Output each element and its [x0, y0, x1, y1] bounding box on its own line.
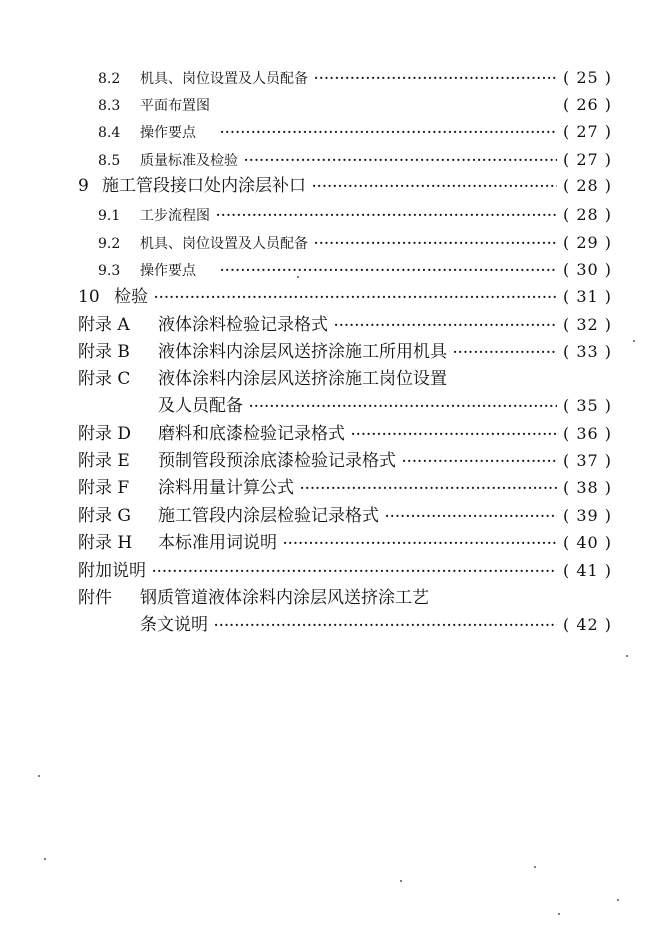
toc-entry	[78, 535, 612, 552]
toc-title: 预制管段预涂底漆检验记录格式	[158, 451, 396, 471]
dot-leader	[334, 319, 557, 331]
toc-page-number: ( 25 )	[562, 68, 612, 87]
scan-speck	[633, 340, 635, 342]
dot-leader	[453, 346, 557, 358]
toc-number: 附录 F	[78, 478, 130, 498]
dot-leader	[312, 180, 557, 192]
dot-leader	[214, 619, 557, 631]
toc-number: 附件	[78, 588, 112, 608]
toc-title: 机具、岗位设置及人员配备	[140, 71, 308, 87]
toc-page-number: ( 30 )	[562, 260, 612, 279]
toc-entry	[78, 480, 612, 497]
toc-title: 磨料和底漆检验记录格式	[158, 424, 345, 444]
toc-entry	[98, 262, 612, 278]
toc-number: 8.4	[98, 125, 121, 141]
toc-entry	[78, 590, 612, 607]
toc-page-number: ( 32 )	[562, 315, 612, 334]
scan-speck	[617, 899, 619, 901]
toc-title: 质量标准及检验	[140, 153, 238, 169]
toc-entry	[98, 207, 612, 223]
toc-title: 附加说明	[78, 561, 146, 581]
toc-number: 8.5	[98, 153, 121, 169]
toc-entry	[78, 453, 612, 470]
toc-entry	[98, 235, 612, 251]
toc-page-number: ( 39 )	[562, 506, 612, 525]
toc-page-number: ( 27 )	[562, 150, 612, 169]
toc-page-number: ( 40 )	[562, 533, 612, 552]
dot-leader	[216, 209, 557, 221]
toc-entry	[98, 97, 612, 113]
dot-leader	[314, 72, 557, 84]
toc-entry	[98, 124, 612, 140]
toc-number: 10	[78, 287, 100, 307]
toc-title: 液体涂料内涂层风送挤涂施工岗位设置	[158, 369, 447, 389]
scan-speck	[626, 655, 628, 657]
dot-leader	[220, 126, 557, 138]
scan-speck	[534, 866, 536, 868]
dot-leader	[244, 154, 557, 166]
toc-number: 附录 E	[78, 451, 130, 471]
toc-entry	[78, 344, 612, 361]
toc-number: 附录 H	[78, 533, 133, 553]
scan-speck	[297, 276, 299, 278]
toc-entry	[78, 178, 612, 195]
toc-page-number: ( 36 )	[562, 424, 612, 443]
toc-page-number: ( 28 )	[562, 205, 612, 224]
dot-leader	[385, 510, 557, 522]
toc-entry	[98, 152, 612, 168]
scan-speck	[400, 880, 402, 882]
toc-number: 9	[78, 176, 89, 196]
dot-leader	[220, 264, 557, 276]
dot-leader	[351, 428, 557, 440]
toc-entry-continuation	[158, 398, 612, 415]
toc-page-number: ( 41 )	[562, 561, 612, 580]
toc-page-number: ( 35 )	[562, 396, 612, 415]
toc-title: 操作要点	[140, 125, 196, 141]
toc-title: 检验	[114, 287, 148, 307]
scan-speck	[38, 775, 40, 777]
toc-title: 本标准用词说明	[158, 533, 277, 553]
toc-number: 9.2	[98, 236, 121, 252]
toc-entry	[78, 508, 612, 525]
toc-title: 涂料用量计算公式	[158, 478, 294, 498]
toc-title: 及人员配备	[158, 396, 243, 416]
toc-title: 工步流程图	[140, 208, 210, 224]
toc-title: 液体涂料内涂层风送挤涂施工所用机具	[158, 342, 447, 362]
toc-title: 操作要点	[140, 263, 196, 279]
toc-number: 9.1	[98, 208, 121, 224]
toc-title: 施工管段内涂层检验记录格式	[158, 506, 379, 526]
toc-number: 附录 A	[78, 315, 130, 335]
toc-page-number: ( 38 )	[562, 478, 612, 497]
toc-number: 附录 G	[78, 506, 131, 526]
toc-number: 9.3	[98, 263, 121, 279]
toc-entry	[78, 563, 612, 580]
scan-speck	[558, 913, 560, 915]
toc-page-number: ( 37 )	[562, 451, 612, 470]
toc-number: 附录 D	[78, 424, 132, 444]
toc-page-number: ( 29 )	[562, 233, 612, 252]
toc-number: 8.3	[98, 98, 121, 114]
toc-page-number: ( 28 )	[562, 176, 612, 195]
toc-page-number: ( 42 )	[562, 615, 612, 634]
toc-number: 附录 B	[78, 342, 130, 362]
dot-leader	[283, 537, 557, 549]
toc-entry	[98, 70, 612, 86]
toc-entry	[78, 426, 612, 443]
toc-page-number: ( 26 )	[562, 95, 612, 114]
toc-title: 平面布置图	[140, 98, 210, 114]
dot-leader	[154, 291, 557, 303]
dot-leader	[249, 400, 557, 412]
toc-entry	[78, 289, 612, 306]
toc-entry-continuation	[140, 617, 612, 634]
toc-page-number: ( 33 )	[562, 342, 612, 361]
dot-leader	[152, 565, 557, 577]
toc-title: 钢质管道液体涂料内涂层风送挤涂工艺	[140, 588, 429, 608]
toc-number: 8.2	[98, 71, 121, 87]
toc-page-number: ( 27 )	[562, 122, 612, 141]
toc-title: 条文说明	[140, 615, 208, 635]
dot-leader	[402, 455, 557, 467]
dot-leader	[314, 237, 557, 249]
toc-entry	[78, 317, 612, 334]
toc-title: 液体涂料检验记录格式	[158, 315, 328, 335]
toc-entry	[78, 371, 612, 388]
toc-page-number: ( 31 )	[562, 287, 612, 306]
toc-number: 附录 C	[78, 369, 131, 389]
toc-title: 施工管段接口处内涂层补口	[102, 176, 306, 196]
toc-title: 机具、岗位设置及人员配备	[140, 236, 308, 252]
scan-speck	[44, 858, 46, 860]
dot-leader	[300, 482, 557, 494]
